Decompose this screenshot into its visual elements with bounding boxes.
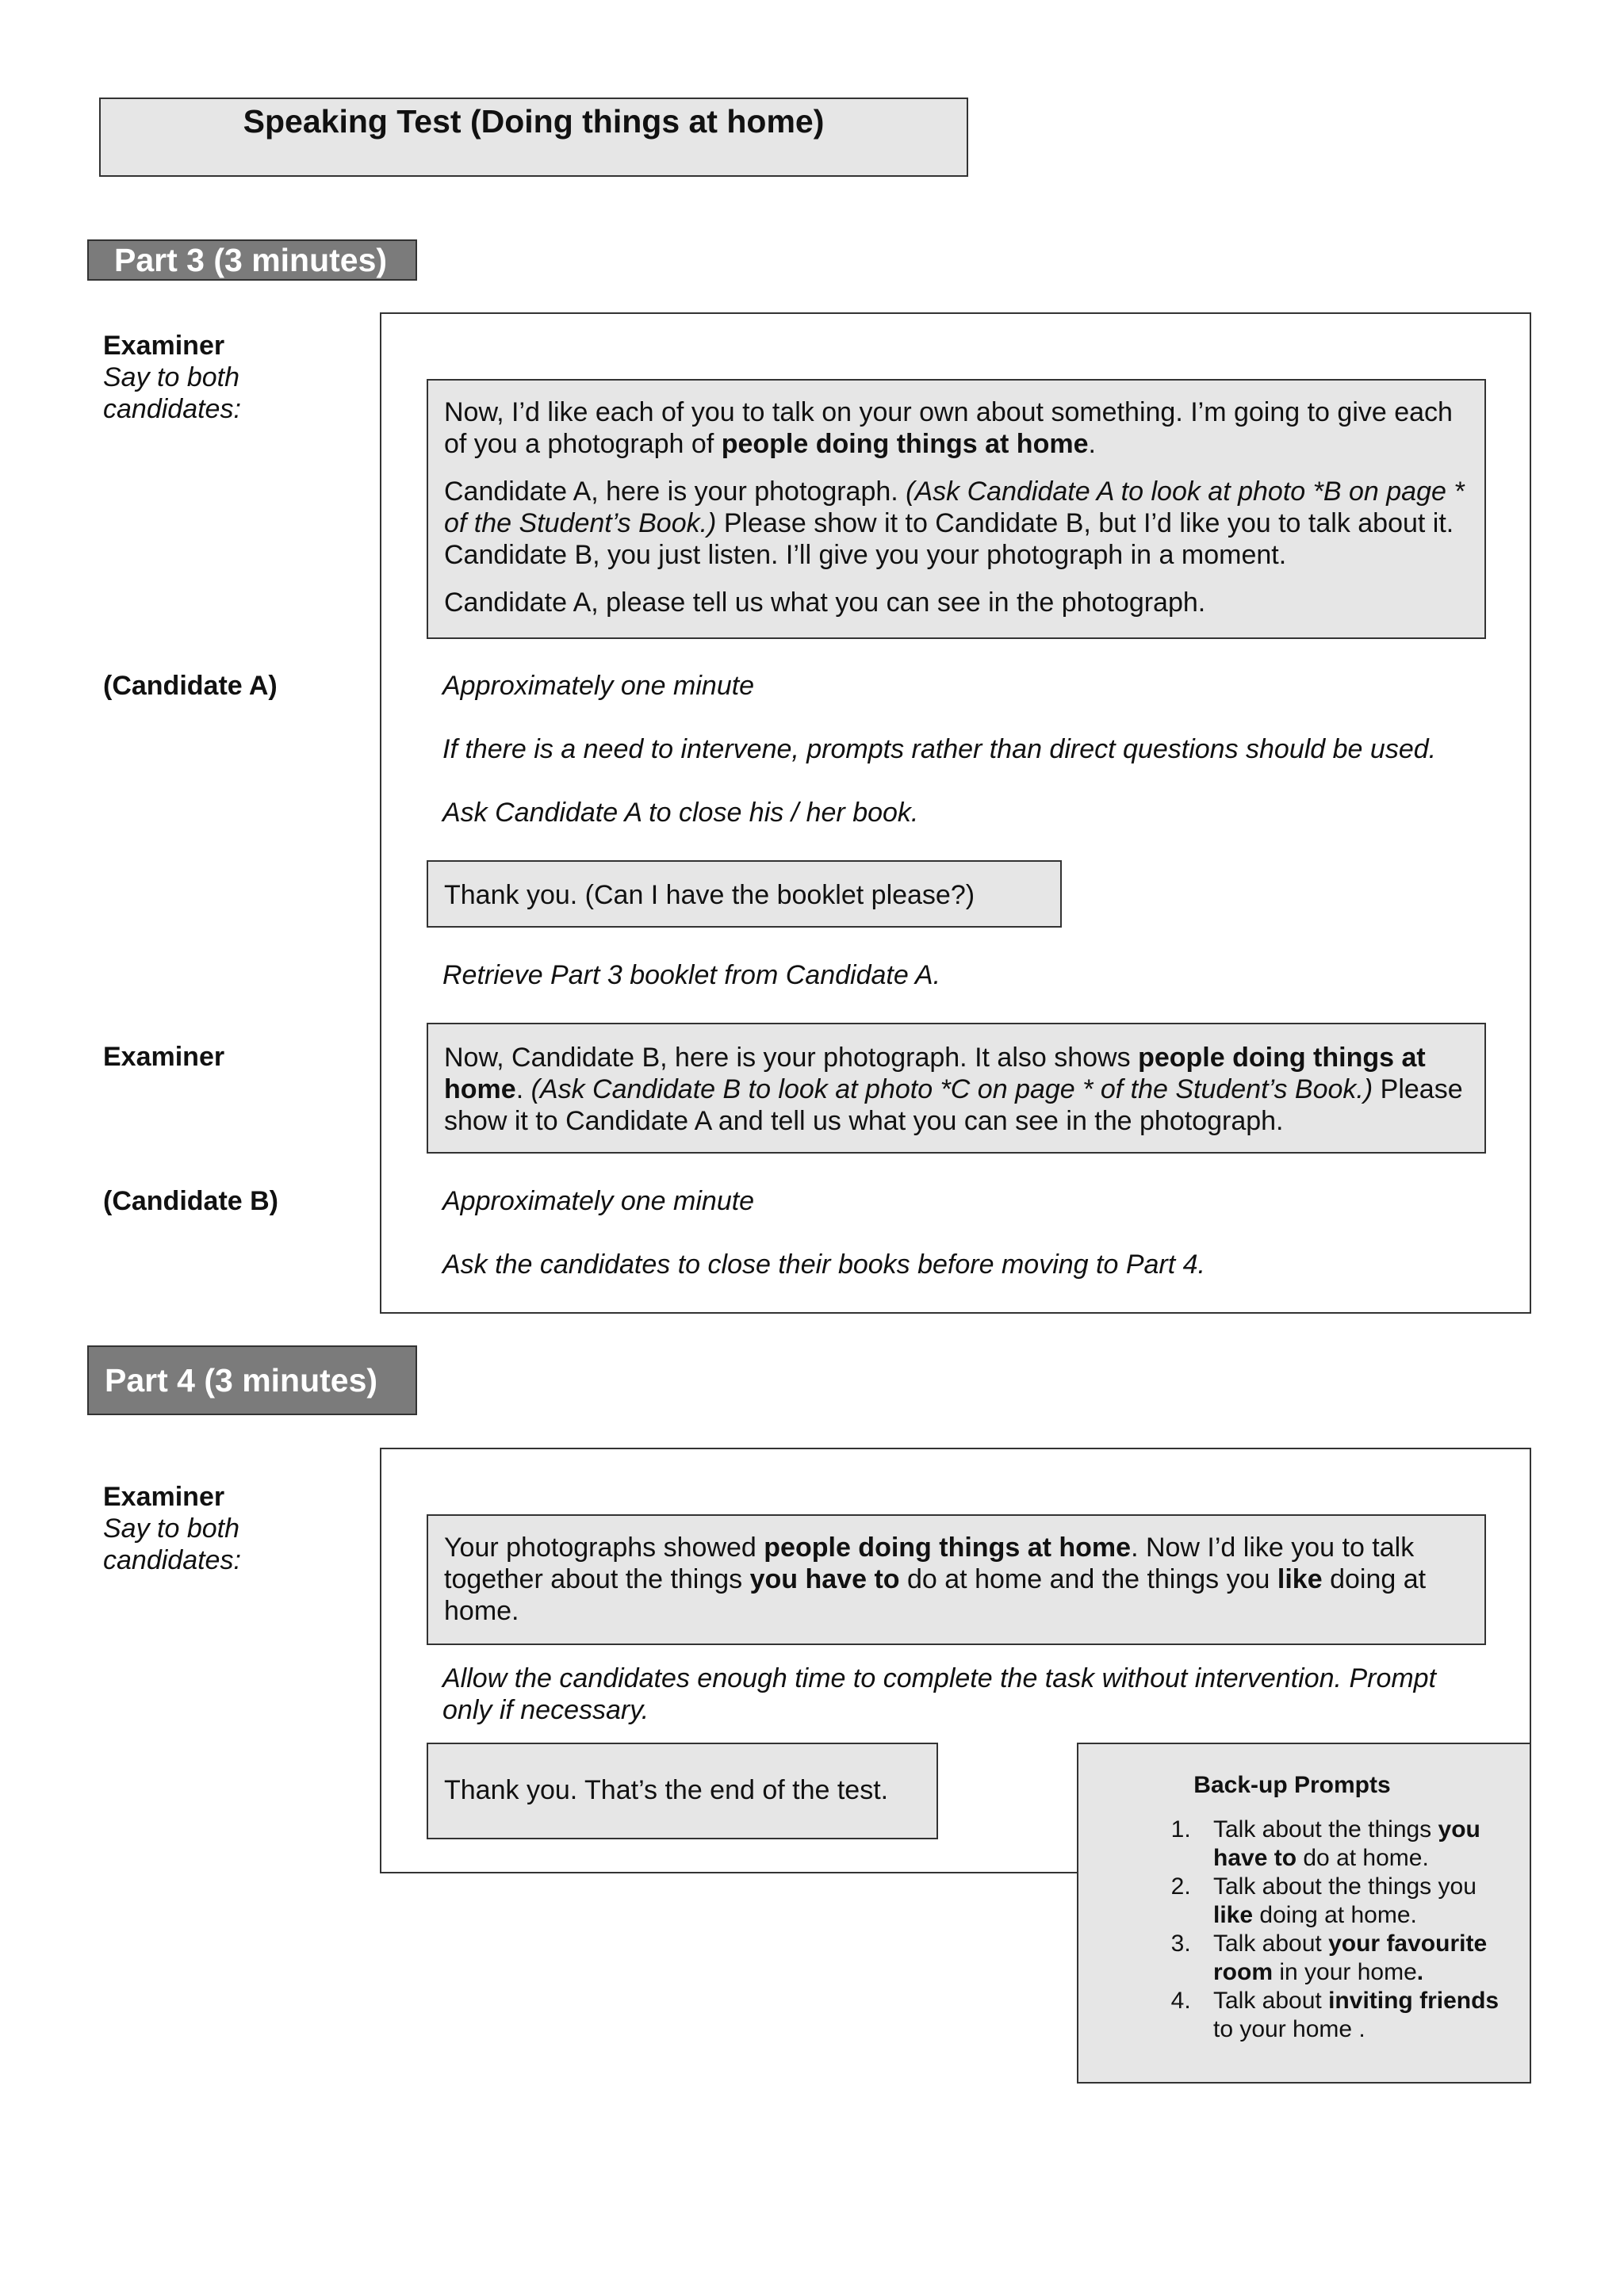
part3-examiner-label	[103, 330, 278, 425]
intro-p1-bold: people doing things at home	[721, 429, 1089, 459]
inst-allow: Allow the candidates enough time to complete the task without intervention. Prompt only if necessary.	[442, 1663, 1437, 1725]
p4-intro-bold3: like	[1277, 1564, 1323, 1594]
thank-you-end-text: Thank you. That’s the end of the test.	[444, 1775, 889, 1805]
p4-intro-a: Your photographs showed	[444, 1533, 764, 1563]
part3-heading	[87, 239, 417, 281]
backup-prompts-heading: Back-up Prompts	[1193, 1772, 1391, 1798]
p4-intro-bold2: you have to	[749, 1564, 900, 1594]
b-intro-end: Please show it to Candidate A and tell us what you can see in the photograph.	[444, 1074, 1463, 1136]
b-intro-text: Now, Candidate B, here is your photograph. It also shows	[444, 1043, 1139, 1073]
prompt-3-bold: your favourite room	[1213, 1931, 1488, 1985]
say-to-label: Say to both candidates:	[103, 362, 241, 424]
intro-p2-end: Please show it to Candidate B, but I’d like you to talk about it. Candidate B, you just listen. I’ll give you your photograph in a moment.	[444, 508, 1454, 570]
examiner-label: Examiner	[103, 331, 225, 361]
part3-examiner-label-2	[103, 1041, 224, 1073]
prompt-4-bold: inviting friends	[1328, 1988, 1500, 2014]
p4-intro-bold1: people doing things at home	[764, 1533, 1132, 1563]
part4-examiner-label	[103, 1481, 278, 1576]
thank-you-end-box	[427, 1743, 938, 1839]
intro-p1-text: Now, I’d like each of you to talk on your own about something. I’m going to give each of you a photograph of	[444, 397, 1453, 459]
inst-close-book: Ask Candidate A to close his / her book.	[442, 798, 919, 828]
backup-prompt-item	[1197, 1987, 1506, 2044]
prompt-4-text: Talk about	[1213, 1988, 1329, 2014]
backup-prompts-box	[1077, 1743, 1531, 2084]
part4-examiner-label-text: Examiner	[103, 1482, 225, 1512]
b-intro-bold: people doing things at home	[444, 1043, 1426, 1104]
inst-retrieve: Retrieve Part 3 booklet from Candidate A.	[442, 960, 941, 990]
part4-say-to-label: Say to both candidates:	[103, 1513, 241, 1575]
candidate-a-label-text: (Candidate A)	[103, 671, 278, 701]
b-intro-italic: (Ask Candidate B to look at photo *C on page * of the Student’s Book.)	[530, 1074, 1373, 1104]
prompt-1-text: Talk about the things	[1213, 1816, 1438, 1843]
part3-heading-text: Part 3 (3 minutes)	[114, 242, 388, 278]
candidate-a-label	[103, 670, 278, 702]
prompt-2-text: Talk about the things you	[1213, 1873, 1477, 1900]
p4-intro-d: doing at home.	[444, 1564, 1427, 1626]
inst-close-books: Ask the candidates to close their books before moving to Part 4.	[442, 1249, 1205, 1280]
prompt-3-period: .	[1416, 1959, 1424, 1985]
backup-prompt-item	[1197, 1816, 1506, 1873]
page-title-text: Speaking Test (Doing things at home)	[243, 103, 825, 140]
p4-intro-b: . Now I’d like you to talk together about the things	[444, 1533, 1415, 1594]
prompt-2-bold: like	[1213, 1902, 1254, 1928]
prompt-2-end: doing at home.	[1253, 1902, 1417, 1928]
candidate-b-intro-box	[427, 1023, 1486, 1154]
part4-heading	[87, 1345, 417, 1415]
candidate-b-label-text: (Candidate B)	[103, 1186, 278, 1216]
part3-intro-p1	[444, 396, 1469, 460]
part3-intro-p2	[444, 476, 1469, 571]
intro-p2-text: Candidate A, here is your photograph.	[444, 476, 906, 507]
thank-you-booklet-text: Thank you. (Can I have the booklet please?)	[444, 880, 975, 910]
thank-you-booklet-box	[427, 860, 1062, 928]
part3-intro-box	[427, 379, 1486, 639]
intro-p1-end: .	[1088, 429, 1096, 459]
p4-intro-c: do at home and the things you	[899, 1564, 1277, 1594]
intro-p2-italic: (Ask Candidate A to look at photo *B on page * of the Student’s Book.)	[444, 476, 1465, 538]
prompt-4-end: to your home .	[1213, 2016, 1365, 2042]
part4-heading-text: Part 4 (3 minutes)	[105, 1362, 378, 1399]
prompt-1-end: do at home.	[1297, 1845, 1429, 1871]
inst-intervene: If there is a need to intervene, prompts rather than direct questions should be used.	[442, 734, 1437, 764]
part3-intro-p3: Candidate A, please tell us what you can see in the photograph.	[444, 587, 1206, 618]
backup-prompt-item	[1197, 1930, 1506, 1987]
candidate-b-label	[103, 1185, 278, 1217]
prompt-3-end: in your home	[1273, 1959, 1417, 1985]
prompt-3-text: Talk about	[1213, 1931, 1329, 1957]
inst-time-a: Approximately one minute	[442, 671, 755, 701]
backup-prompt-item	[1197, 1873, 1506, 1930]
b-intro-punct: .	[515, 1074, 531, 1104]
backup-prompts-list	[1078, 1816, 1506, 2044]
page-title	[99, 98, 968, 177]
inst-time-b: Approximately one minute	[442, 1186, 755, 1216]
prompt-1-bold: you have to	[1213, 1816, 1480, 1871]
examiner-label-2-text: Examiner	[103, 1042, 225, 1072]
part4-intro-box	[427, 1514, 1486, 1645]
